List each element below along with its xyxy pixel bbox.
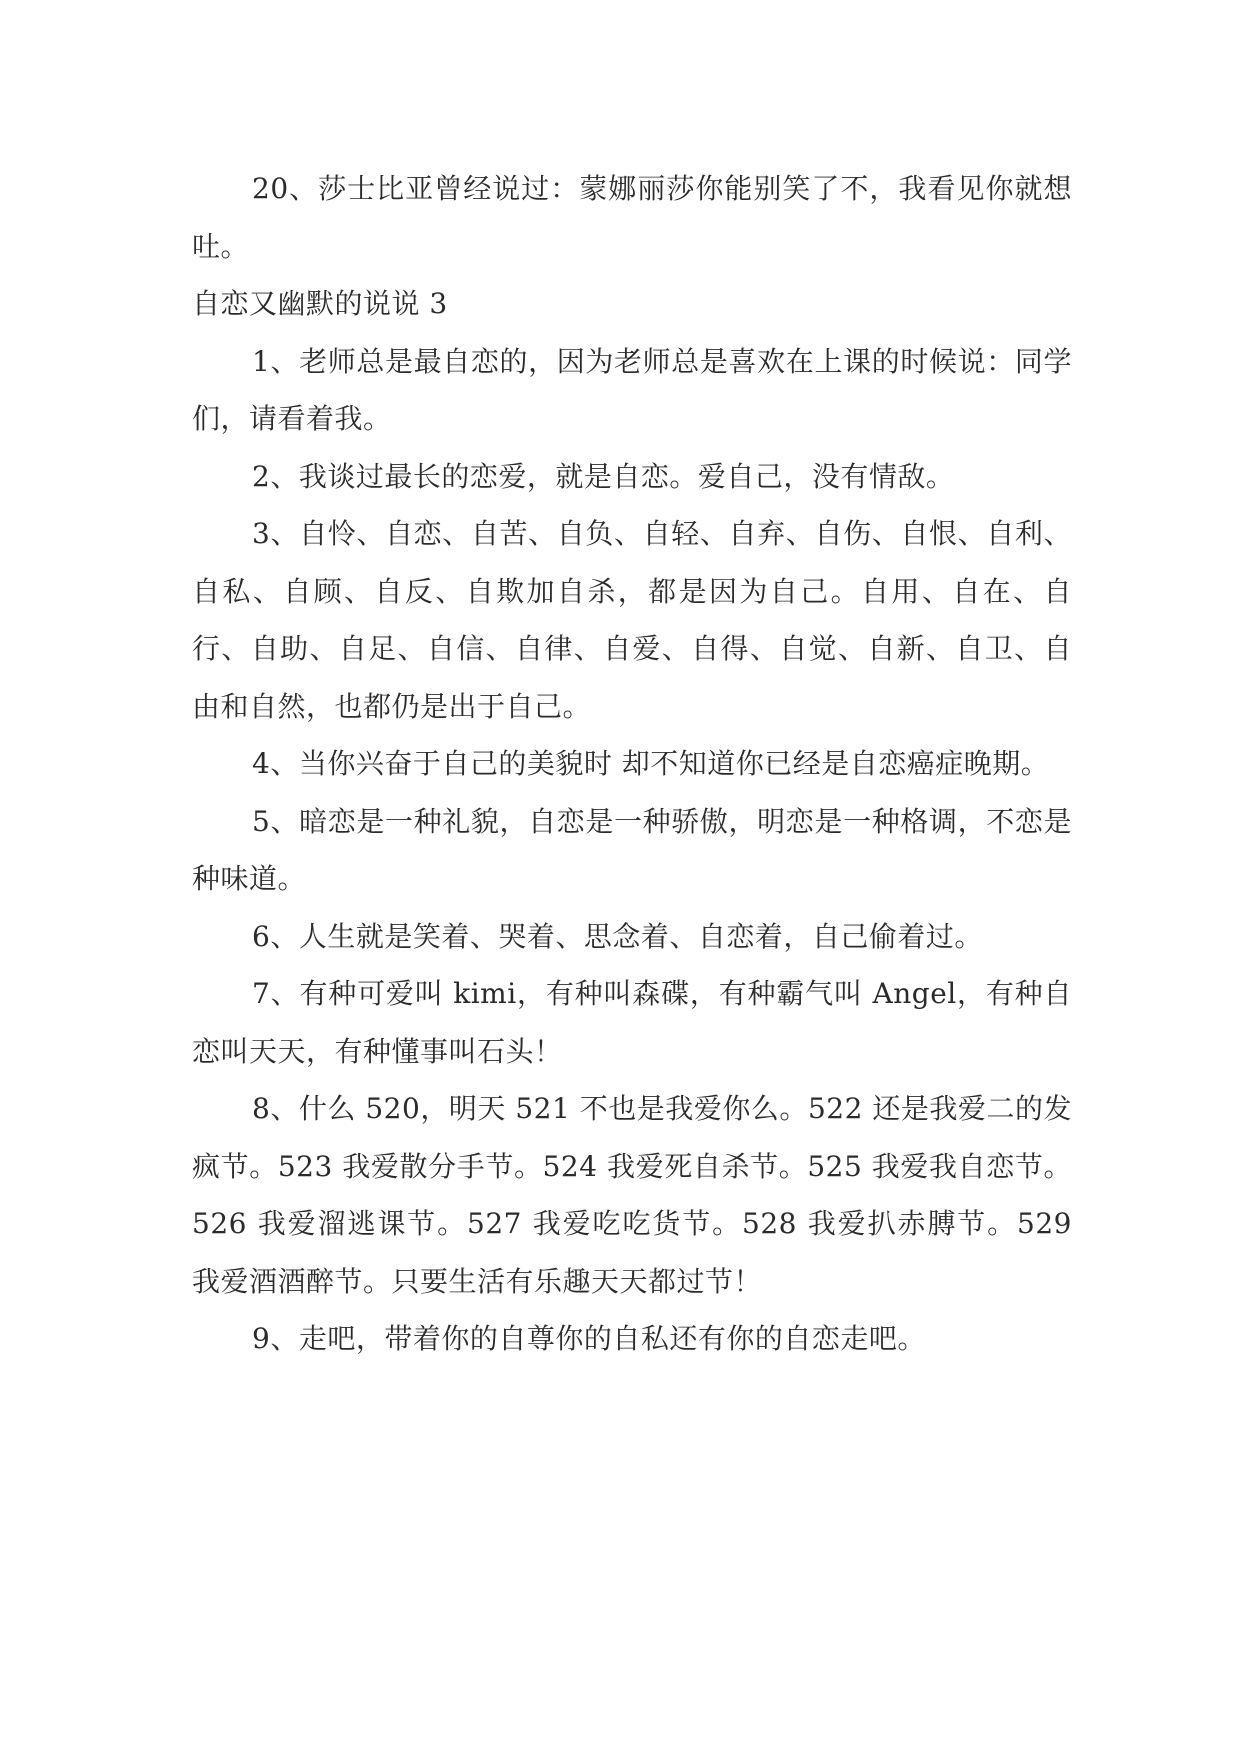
paragraph-5: 5、暗恋是一种礼貌，自恋是一种骄傲，明恋是一种格调，不恋是种味道。	[192, 804, 1072, 895]
paragraph-7: 7、有种可爱叫 kimi，有种叫森碟，有种霸气叫 Angel，有种自恋叫天天，有种懂事叫石头！	[192, 977, 1072, 1068]
paragraph-1: 1、老师总是最自恋的，因为老师总是喜欢在上课的时候说：同学们，请看着我。	[192, 344, 1072, 435]
paragraph-6: 6、人生就是笑着、哭着、思念着、自恋着，自己偷着过。	[252, 919, 983, 953]
paragraph-4: 4、当你兴奋于自己的美貌时 却不知道你已经是自恋癌症晚期。	[252, 747, 1050, 780]
paragraph-20: 20、莎士比亚曾经说过：蒙娜丽莎你能别笑了不，我看见你就想吐。	[192, 172, 1072, 263]
document-body	[192, 160, 1072, 1368]
section-heading: 自恋又幽默的说说 3	[192, 287, 448, 320]
paragraph-2: 2、我谈过最长的恋爱，就是自恋。爱自己，没有情敌。	[252, 459, 955, 493]
paragraph-9: 9、走吧，带着你的自尊你的自私还有你的自恋走吧。	[252, 1322, 926, 1355]
paragraph-3: 3、自怜、自恋、自苦、自负、自轻、自弃、自伤、自恨、自利、自私、自顾、自反、自欺加自杀，都是因为自己。自用、自在、自行、自助、自足、自信、自律、自爱、自得、自觉、自新、自卫、自由和自然，也都仍是出于自己。	[192, 517, 1072, 723]
paragraph-8: 8、什么 520，明天 521 不也是我爱你么。522 还是我爱二的发疯节。523 我爱散分手节。524 我爱死自杀节。525 我爱我自恋节。526 我爱溜逃课节。527 我爱吃吃货节。528 我爱扒赤膊节。529 我爱酒酒醉节。只要生活有乐趣天天都过节！	[192, 1092, 1072, 1298]
